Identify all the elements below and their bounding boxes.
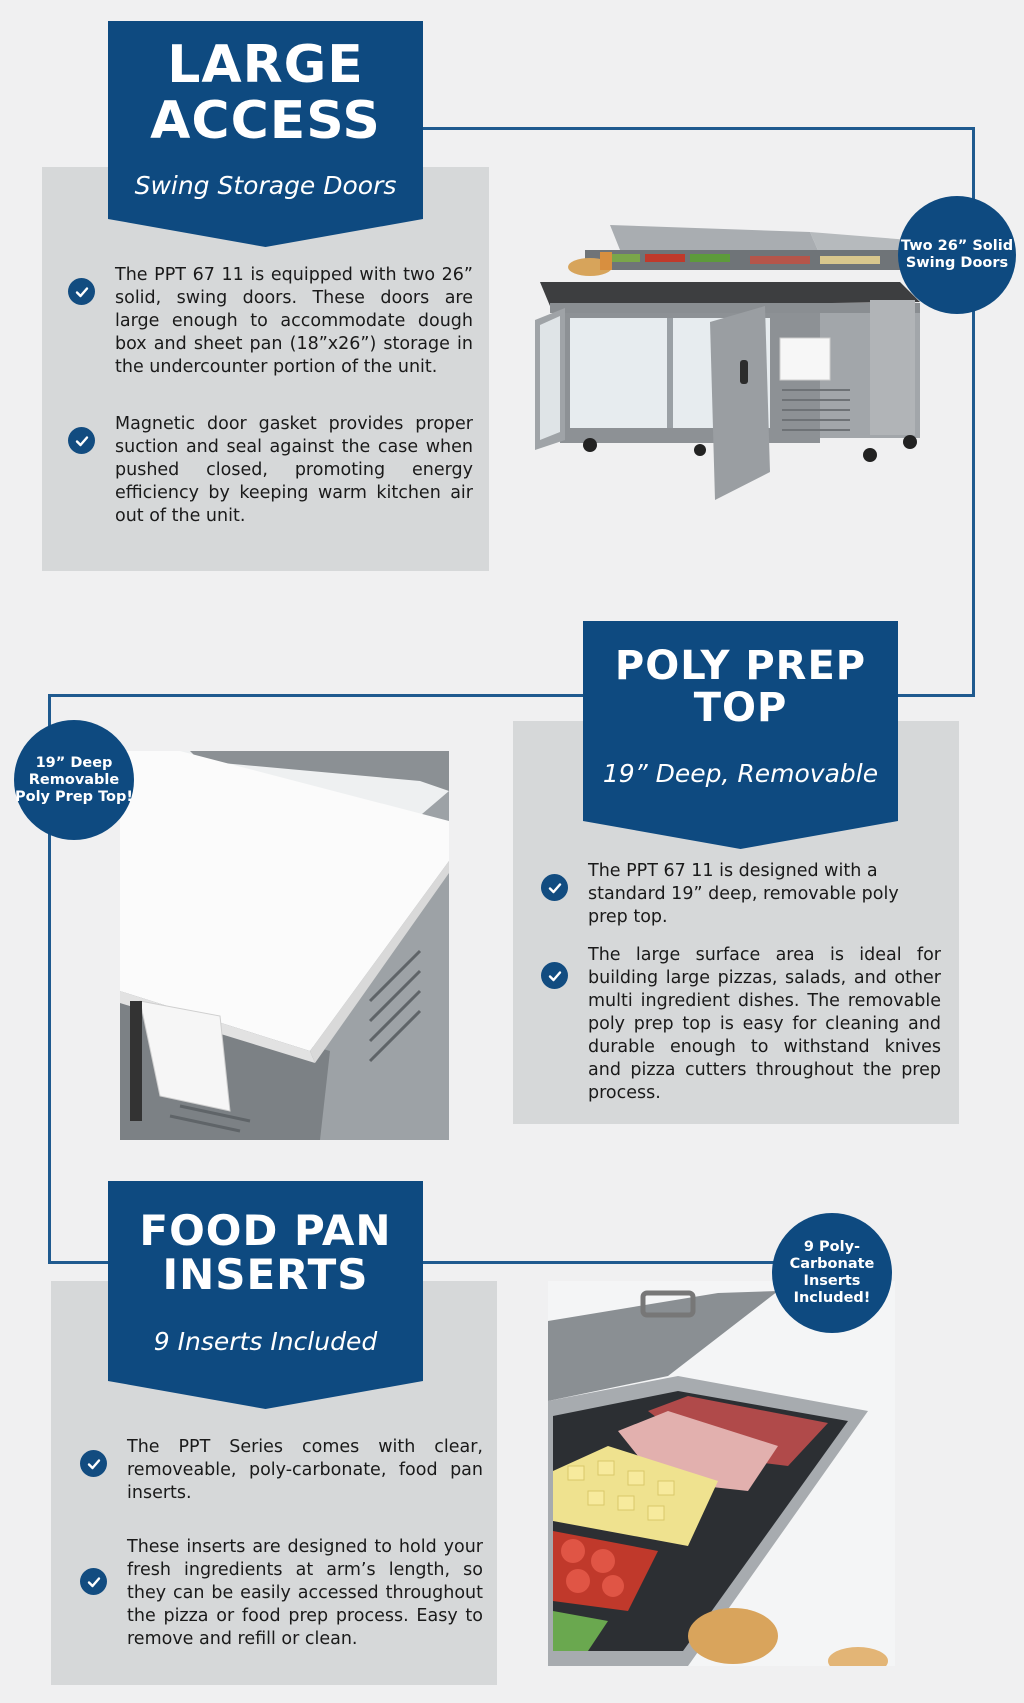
section3-badge: 9 Poly-Carbonate Inserts Included! (772, 1213, 892, 1333)
section2-bullet-2 (541, 944, 941, 1105)
bullet-text: The large surface area is ideal for building large pizzas, salads, and other multi ingredient dishes. The removable poly prep top is easy for cleaning and durable enough to withstand knives and pizza cutters throughout the prep process. (588, 945, 941, 1103)
bullet-text: The PPT 67 11 is designed with a standard 19” deep, removable poly prep top. (588, 861, 899, 927)
section1-banner (108, 21, 423, 219)
bullet-text: These inserts are designed to hold your fresh ingredients at arm’s length, so they can be easily accessed throughout the pizza or food prep process. Easy to remove and refill or clean. (127, 1537, 483, 1649)
section1-title-line1: LARGE (167, 35, 364, 95)
section3-subtitle: 9 Inserts Included (153, 1327, 378, 1356)
bullet-text: Magnetic door gasket provides proper suction and seal against the case when pushed closed, promoting energy efficiency by keeping warm kitchen air out of the unit. (115, 414, 473, 526)
poly-prep-top-photo (120, 751, 449, 1140)
section3-bullet-2 (80, 1536, 483, 1651)
section3-banner (108, 1181, 423, 1381)
section1-bullet-2 (68, 413, 473, 528)
section2-banner (583, 621, 898, 821)
check-circle-icon (80, 1450, 107, 1477)
section2-badge: 19” Deep Removable Poly Prep Top! (14, 720, 134, 840)
bullet-text: The PPT Series comes with clear, removeable, poly-carbonate, food pan inserts. (127, 1437, 483, 1503)
section3-title-line2: INSERTS (162, 1250, 369, 1299)
connector-line (420, 127, 975, 130)
check-circle-icon (80, 1568, 107, 1595)
check-circle-icon (68, 427, 95, 454)
section2-title-line1: POLY PREP (614, 643, 867, 689)
section3-bullet-1 (80, 1436, 483, 1505)
check-circle-icon (541, 962, 568, 989)
section1-title-line2: ACCESS (150, 91, 381, 151)
prep-table-photo (520, 210, 940, 530)
section1-bullet-1 (68, 264, 473, 379)
check-circle-icon (541, 874, 568, 901)
section3-title-line1: FOOD PAN (139, 1206, 392, 1255)
food-pan-inserts-photo (548, 1281, 895, 1666)
bullet-text: The PPT 67 11 is equipped with two 26” solid, swing doors. These doors are large enough to accommodate dough box and sheet pan (18”x26”) storage in the undercounter portion of the unit. (115, 265, 473, 377)
check-circle-icon (68, 278, 95, 305)
section2-bullet-1 (541, 860, 941, 929)
section1-badge: Two 26” Solid Swing Doors (898, 196, 1016, 314)
section1-subtitle: Swing Storage Doors (134, 171, 397, 200)
section2-title-line2: TOP (693, 685, 788, 731)
section2-subtitle: 19” Deep, Removable (602, 759, 879, 788)
